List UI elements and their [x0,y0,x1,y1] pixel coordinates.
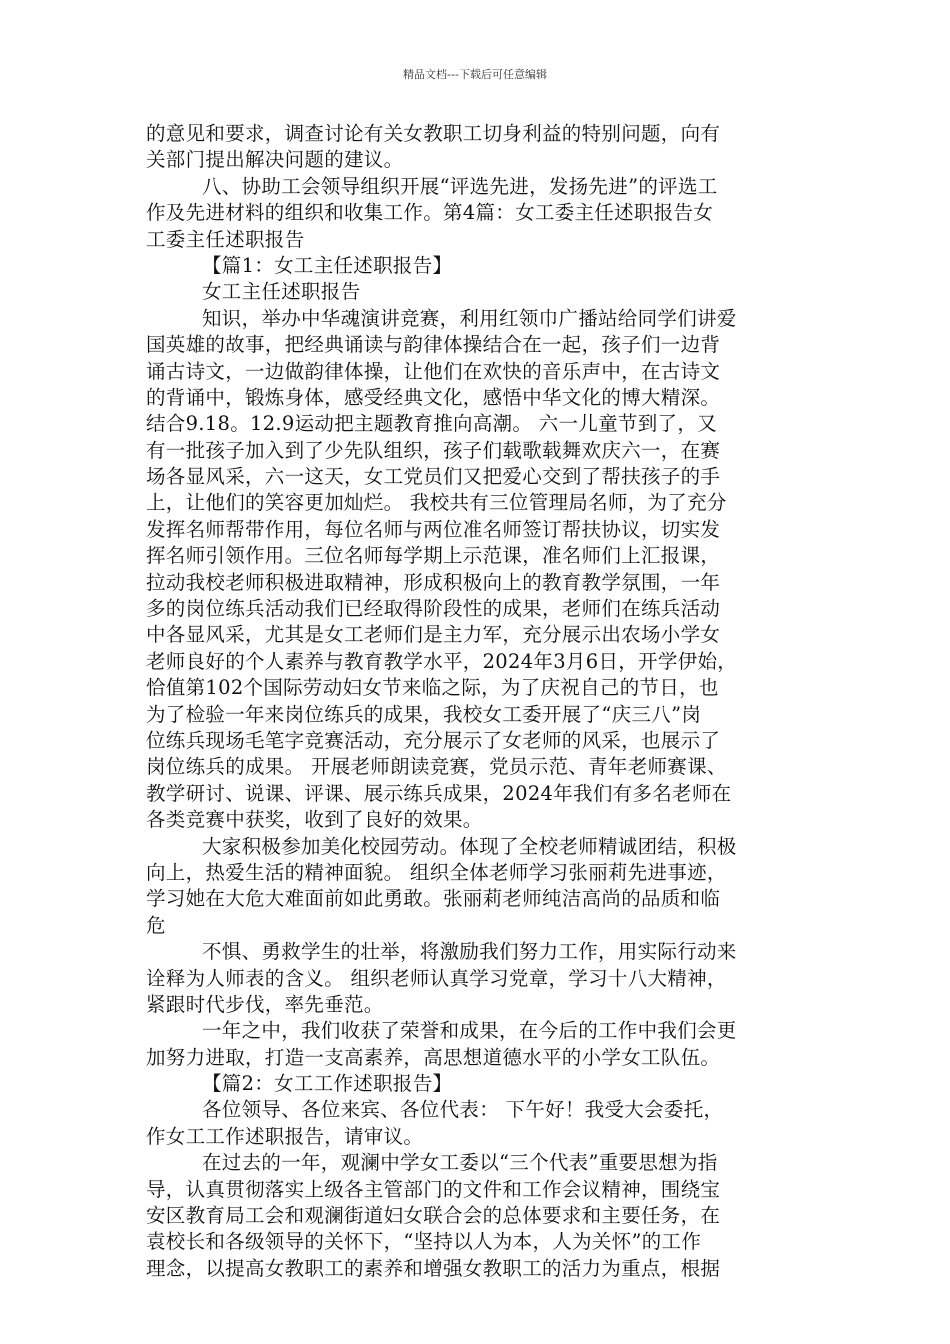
text-line: 各位领导、各位来宾、各位代表： 下午好！我受大会委托， [202,1098,724,1122]
text-line: 【篇1：女工主任述职报告】 [202,253,453,277]
text-line: 教学研讨、说课、评课、展示练兵成果，2024年我们有多名老师在 [146,781,732,805]
text-line: 诠释为人师表的含义。 组织老师认真学习党章，学习十八大精神， [146,966,727,990]
text-line: 在过去的一年，观澜中学女工委以“三个代表”重要思想为指 [202,1151,718,1175]
text-line: 位练兵现场毛笔字竞赛活动，充分展示了女老师的风采，也展示了 [146,728,721,752]
text-line: 女工主任述职报告 [202,280,361,304]
text-line: 理念，以提高女教职工的素养和增强女教职工的活力为重点，根据 [146,1256,721,1280]
text-line: 袁校长和各级领导的关怀下，“坚持以人为本，人为关怀”的工作 [146,1230,702,1254]
text-line: 的背诵中，锻炼身体，感受经典文化，感悟中华文化的博大精深。 [146,385,721,409]
text-line: 诵古诗文，一边做韵律体操，让他们在欢快的音乐声中，在古诗文 [146,359,721,383]
text-line: 安区教育局工会和观澜街道妇女联合会的总体要求和主要任务，在 [146,1204,721,1228]
document-body [146,121,806,1282]
text-line: 作及先进材料的组织和收集工作。第4篇：女工委主任述职报告女 [146,201,714,225]
text-line: 关部门提出解决问题的建议。 [146,148,404,172]
text-line: 为了检验一年来岗位练兵的成果，我校女工委开展了“庆三八”岗 [146,702,702,726]
text-line: 危 [146,913,166,937]
text-line: 不惧、勇救学生的壮举，将激励我们努力工作，用实际行动来 [202,940,737,964]
page-header: 精品文档---下载后可任意编辑 [403,68,547,81]
text-line: 学习她在大危大难面前如此勇敢。张丽莉老师纯洁高尚的品质和临 [146,887,721,911]
text-line: 中各显风采，尤其是女工老师们是主力军，充分展示出农场小学女 [146,623,721,647]
text-line: 八、协助工会领导组织开展“评选先进，发扬先进”的评选工 [202,174,718,198]
text-line: 多的岗位练兵活动我们已经取得阶段性的成果，老师们在练兵活动 [146,597,721,621]
text-line: 的意见和要求，调查讨论有关女教职工切身利益的特别问题，向有 [146,122,721,145]
text-line: 大家积极参加美化校园劳动。体现了全校老师精诚团结，积极 [202,834,737,858]
text-line: 拉动我校老师积极进取精神，形成积极向上的教育教学氛围，一年 [146,570,721,594]
text-line: 【篇2：女工工作述职报告】 [202,1072,453,1096]
text-line: 场各显风采，六一这天，女工党员们又把爱心交到了帮扶孩子的手 [146,465,721,489]
text-line: 发挥名师帮带作用，每位名师与两位准名师签订帮扶协议，切实发 [146,517,721,541]
text-line: 向上，热爱生活的精神面貌。 组织全体老师学习张丽莉先进事迹， [146,860,727,884]
text-line: 作女工工作述职报告，请审议。 [146,1124,424,1148]
text-line: 上，让他们的笑容更加灿烂。 我校共有三位管理局名师，为了充分 [146,491,727,515]
text-line: 导，认真贯彻落实上级各主管部门的文件和工作会议精神，围绕宝 [146,1177,721,1201]
text-line: 一年之中，我们收获了荣誉和成果，在今后的工作中我们会更 [202,1019,737,1043]
text-line: 老师良好的个人素养与教育教学水平，2024年3月6日，开学伊始， [146,649,738,673]
text-line: 加努力进取，打造一支高素养，高思想道德水平的小学女工队伍。 [146,1045,721,1069]
text-line: 岗位练兵的成果。 开展老师朗读竞赛，党员示范、青年老师赛课、 [146,755,727,779]
text-line: 工委主任述职报告 [146,227,305,251]
text-line: 知识，举办中华魂演讲竞赛，利用红领巾广播站给同学们讲爱 [202,306,737,330]
text-line: 恰值第102个国际劳动妇女节来临之际，为了庆祝自己的节日，也 [146,676,719,700]
text-line: 各类竞赛中获奖，收到了良好的效果。 [146,808,483,832]
text-line: 国英雄的故事，把经典诵读与韵律体操结合在一起，孩子们一边背 [146,333,721,357]
text-line: 结合9.18。12.9运动把主题教育推向高潮。 六一儿童节到了，又 [146,412,717,436]
text-line: 挥名师引领作用。三位名师每学期上示范课，准名师们上汇报课， [146,544,721,568]
text-line: 有一批孩子加入到了少先队组织，孩子们载歌载舞欢庆六一，在赛 [146,438,721,462]
text-line: 紧跟时代步伐，率先垂范。 [146,992,384,1016]
